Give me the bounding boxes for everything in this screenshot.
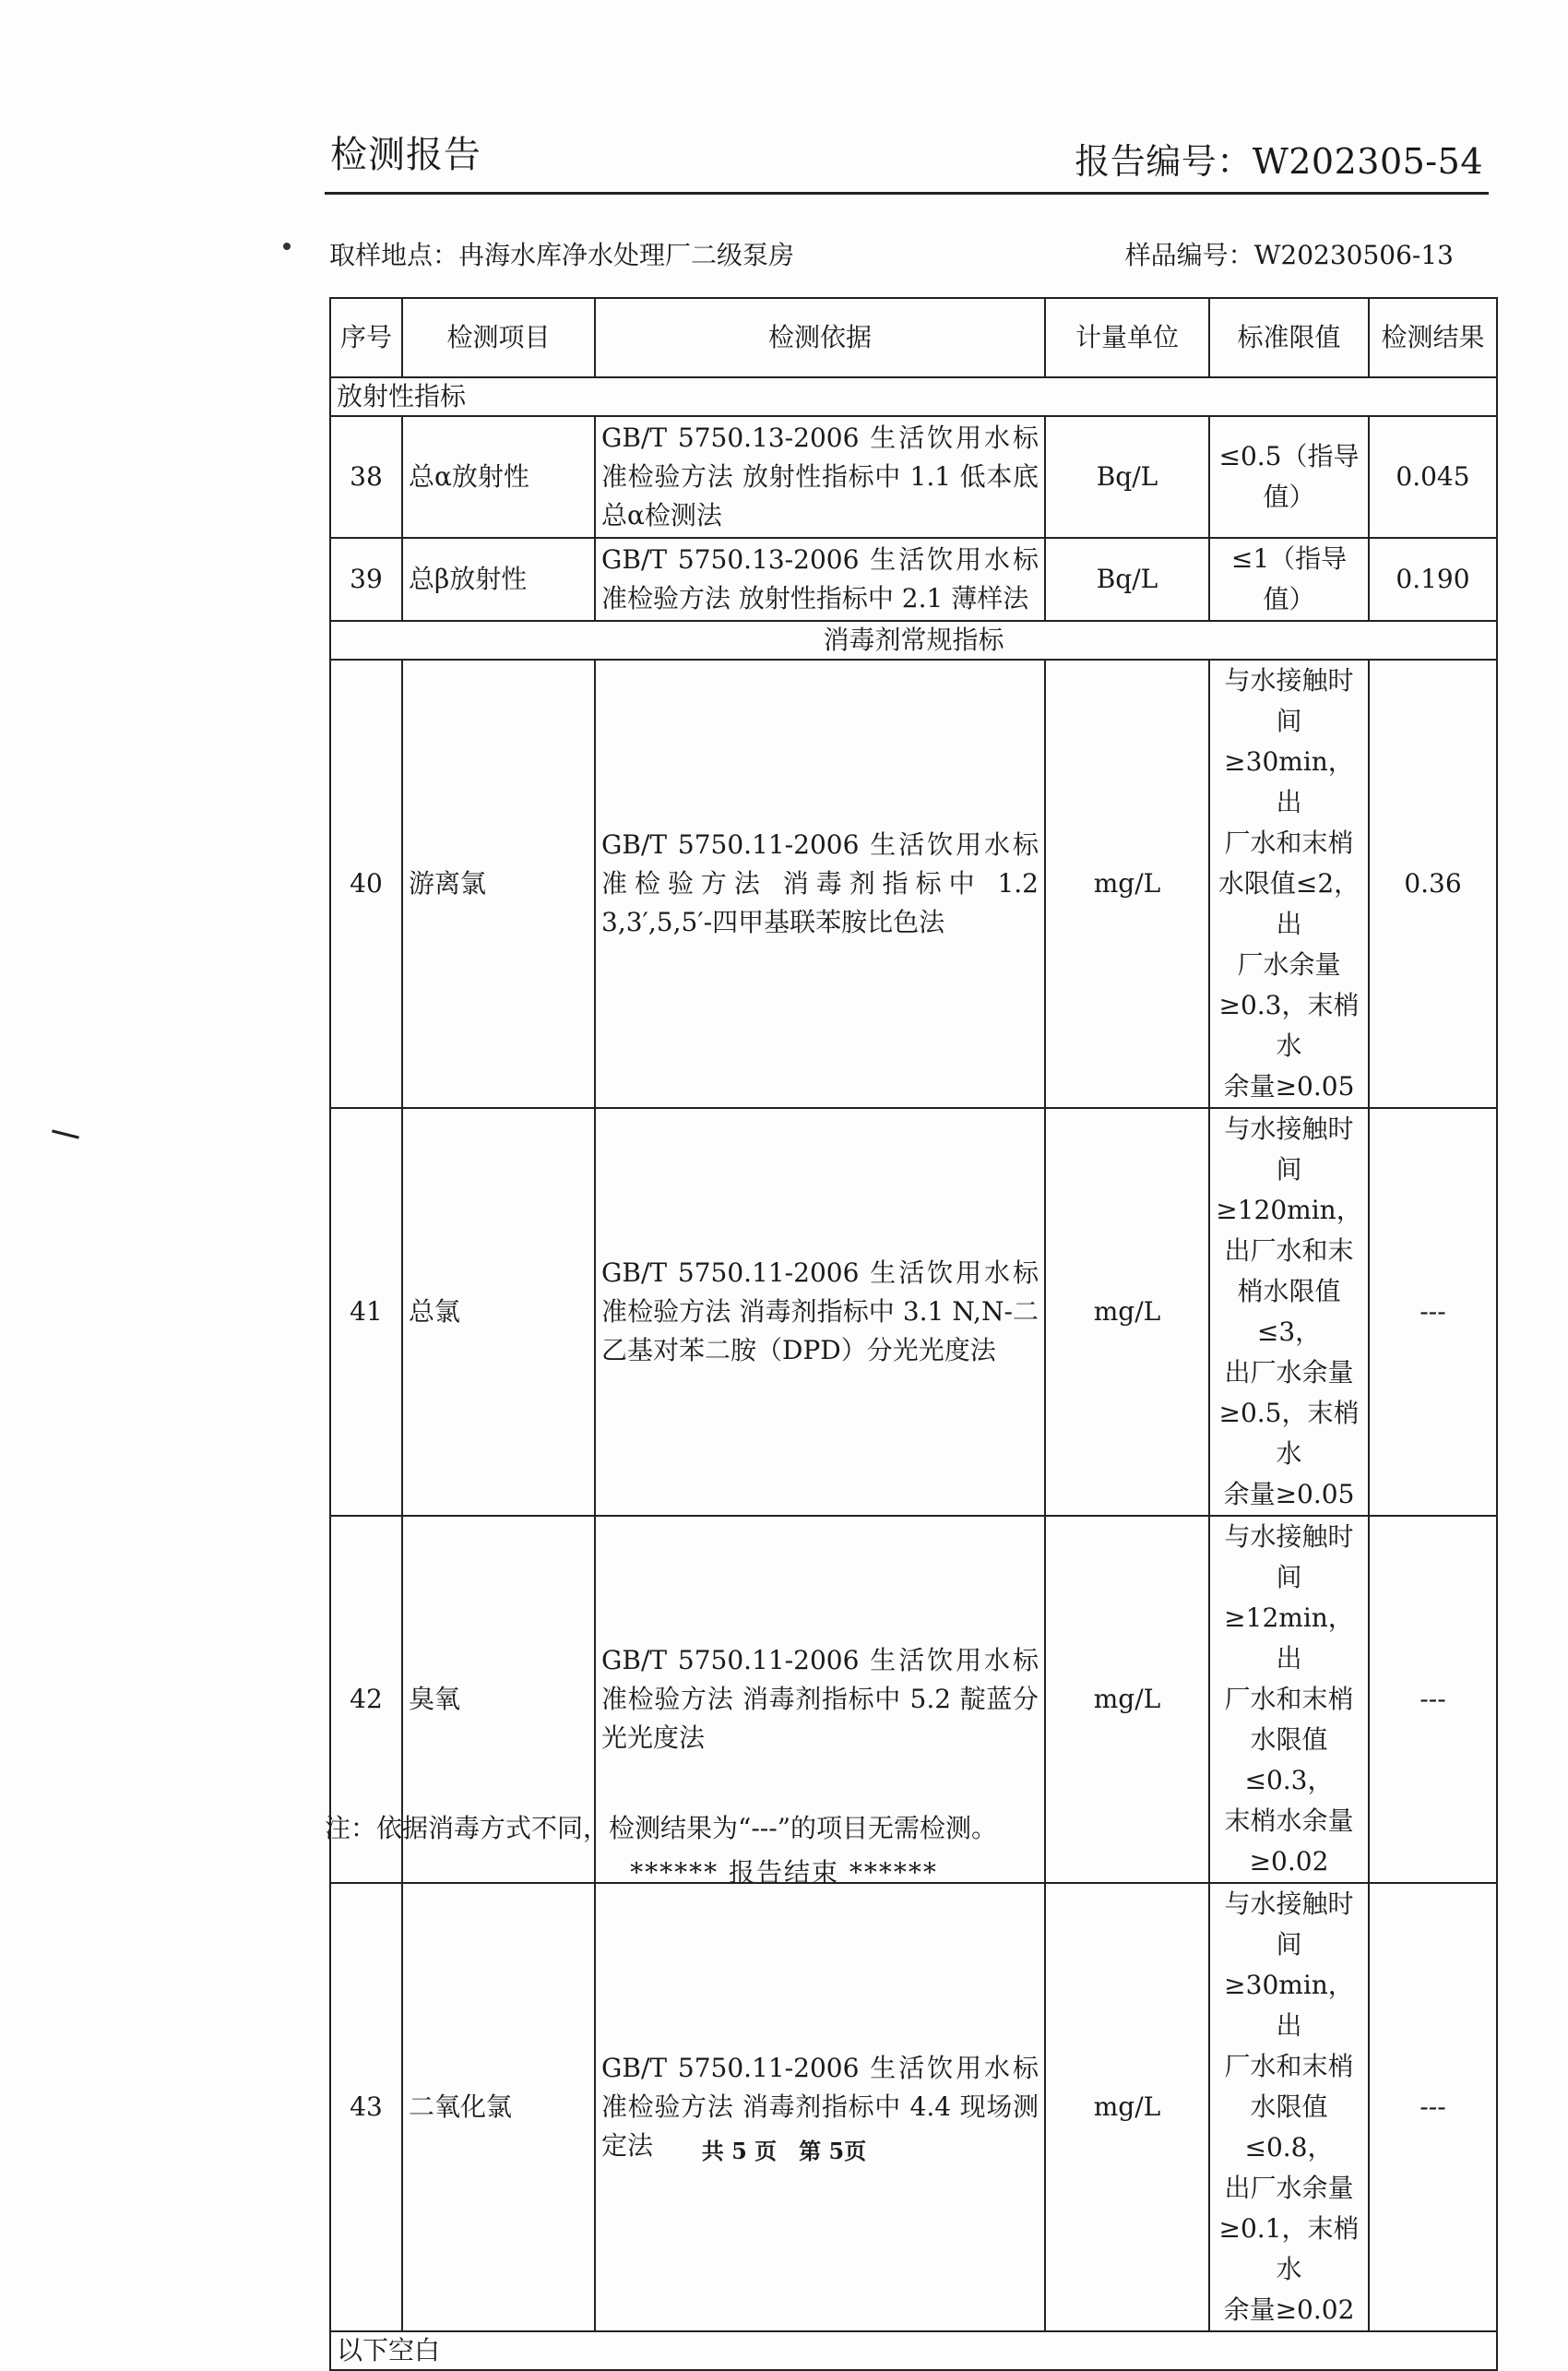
limit-line: 水限值≤0.3， <box>1244 1724 1334 1795</box>
limit-line: 与水接触时 <box>1224 1521 1354 1552</box>
limit-line: 出厂水余量 <box>1224 2173 1354 2203</box>
row-item: 游离氯 <box>402 660 595 1108</box>
limit-line: 间≥30min，出 <box>1224 1929 1354 2041</box>
footnote: 注：依据消毒方式不同，检测结果为“---”的项目无需检测。 <box>325 1813 998 1843</box>
scan-mark <box>52 1129 79 1138</box>
row-no: 38 <box>330 416 402 538</box>
row-no: 41 <box>330 1108 402 1516</box>
col-header-no: 序号 <box>330 298 402 377</box>
row-basis: GB/T 5750.11-2006 生活饮用水标准检验方法 消毒剂指标中 3.1 N,N-二乙基对苯二胺（DPD）分光光度法 <box>595 1108 1045 1516</box>
row-unit: mg/L <box>1045 1516 1209 1883</box>
limit-line: 余量≥0.05 <box>1223 1071 1355 1102</box>
col-header-unit: 计量单位 <box>1045 298 1209 377</box>
report-number: 报告编号：W202305-54 <box>1075 141 1483 182</box>
row-limit <box>1209 1883 1369 2331</box>
row-result: --- <box>1369 1108 1497 1516</box>
row-unit: Bq/L <box>1045 416 1209 538</box>
row-limit <box>1209 660 1369 1108</box>
section-label: 放射性指标 <box>330 377 1497 416</box>
sample-number: 样品编号：W20230506-13 <box>1124 240 1454 270</box>
row-limit <box>1209 1108 1369 1516</box>
table-row <box>330 1883 1497 2331</box>
row-unit: mg/L <box>1045 1883 1209 2331</box>
col-header-basis: 检测依据 <box>595 298 1045 377</box>
section-label: 消毒剂常规指标 <box>330 621 1497 660</box>
limit-line: ≥0.02 <box>1249 1846 1329 1877</box>
row-item: 臭氧 <box>402 1516 595 1883</box>
table-header-row <box>330 298 1497 377</box>
limit-line: ≤0.5（指导值） <box>1218 441 1360 512</box>
row-limit <box>1209 538 1369 621</box>
sampling-location: 取样地点：冉海水库净水处理厂二级泵房 <box>329 240 795 270</box>
row-item: 二氧化氯 <box>402 1883 595 2331</box>
limit-line: 间≥12min，出 <box>1224 1562 1354 1674</box>
page-header <box>325 120 1489 195</box>
row-item: 总氯 <box>402 1108 595 1516</box>
limit-line: 与水接触时 <box>1224 1114 1354 1144</box>
limit-line: 间≥120min， <box>1216 1154 1362 1225</box>
col-header-limit: 标准限值 <box>1209 298 1369 377</box>
section-row-radioactivity <box>330 377 1497 416</box>
report-end-mark: ****** 报告结束 ****** <box>630 1857 938 1888</box>
section-row-disinfectant <box>330 621 1497 660</box>
row-result: --- <box>1369 1883 1497 2331</box>
row-no: 40 <box>330 660 402 1108</box>
limit-line: 余量≥0.02 <box>1223 2294 1355 2325</box>
row-item: 总α放射性 <box>402 416 595 538</box>
row-no: 39 <box>330 538 402 621</box>
limit-line: 间≥30min，出 <box>1224 706 1354 817</box>
document-title: 检测报告 <box>330 134 481 176</box>
row-result: 0.36 <box>1369 660 1497 1108</box>
limit-line: ≤1（指导值） <box>1230 543 1348 614</box>
row-limit <box>1209 1516 1369 1883</box>
limit-line: 厂水和末梢 <box>1224 2051 1354 2081</box>
row-result: 0.190 <box>1369 538 1497 621</box>
limit-line: 与水接触时 <box>1224 665 1354 696</box>
limit-line: ≥0.3，末梢水 <box>1218 990 1360 1061</box>
row-basis: GB/T 5750.11-2006 生活饮用水标准检验方法 消毒剂指标中 5.2 靛蓝分光光度法 <box>595 1516 1045 1883</box>
col-header-item: 检测项目 <box>402 298 595 377</box>
table-row <box>330 660 1497 1108</box>
row-unit: Bq/L <box>1045 538 1209 621</box>
row-no: 43 <box>330 1883 402 2331</box>
limit-line: 与水接触时 <box>1224 1888 1354 1919</box>
scan-speck <box>283 243 291 250</box>
limit-line: ≥0.1，末梢水 <box>1218 2213 1360 2284</box>
limit-line: 水限值≤0.8， <box>1244 2091 1334 2162</box>
limit-line: 厂水和末梢 <box>1224 828 1354 858</box>
row-basis: GB/T 5750.13-2006 生活饮用水标准检验方法 放射性指标中 1.1 低本底总α检测法 <box>595 416 1045 538</box>
row-no: 42 <box>330 1516 402 1883</box>
col-header-result: 检测结果 <box>1369 298 1497 377</box>
limit-line: 水限值≤2，出 <box>1218 868 1360 939</box>
limit-line: 出厂水和末 <box>1224 1235 1354 1266</box>
blank-below-label: 以下空白 <box>330 2331 1497 2370</box>
row-result: --- <box>1369 1516 1497 1883</box>
page-number: 共 5 页 第 5页 <box>701 2138 867 2164</box>
limit-line: ≥0.5，末梢水 <box>1218 1398 1360 1469</box>
row-unit: mg/L <box>1045 660 1209 1108</box>
row-basis: GB/T 5750.11-2006 生活饮用水标准检验方法 消毒剂指标中 4.4 现场测定法 <box>595 1883 1045 2331</box>
results-table <box>329 297 1498 2371</box>
limit-line: 厂水和末梢 <box>1224 1684 1354 1714</box>
limit-line: 末梢水余量 <box>1224 1805 1354 1836</box>
table-row <box>330 416 1497 538</box>
table-row <box>330 538 1497 621</box>
row-result: 0.045 <box>1369 416 1497 538</box>
limit-line: 梢水限值≤3， <box>1237 1276 1341 1347</box>
row-item: 总β放射性 <box>402 538 595 621</box>
row-limit <box>1209 416 1369 538</box>
row-unit: mg/L <box>1045 1108 1209 1516</box>
limit-line: 出厂水余量 <box>1224 1357 1354 1388</box>
row-basis: GB/T 5750.13-2006 生活饮用水标准检验方法 放射性指标中 2.1 薄样法 <box>595 538 1045 621</box>
limit-line: 余量≥0.05 <box>1223 1479 1355 1509</box>
row-basis: GB/T 5750.11-2006 生活饮用水标准检验方法 消毒剂指标中 1.2 3,3′,5,5′-四甲基联苯胺比色法 <box>595 660 1045 1108</box>
limit-line: 厂水余量 <box>1237 949 1341 980</box>
table-row <box>330 1108 1497 1516</box>
table-footer-row <box>330 2331 1497 2370</box>
